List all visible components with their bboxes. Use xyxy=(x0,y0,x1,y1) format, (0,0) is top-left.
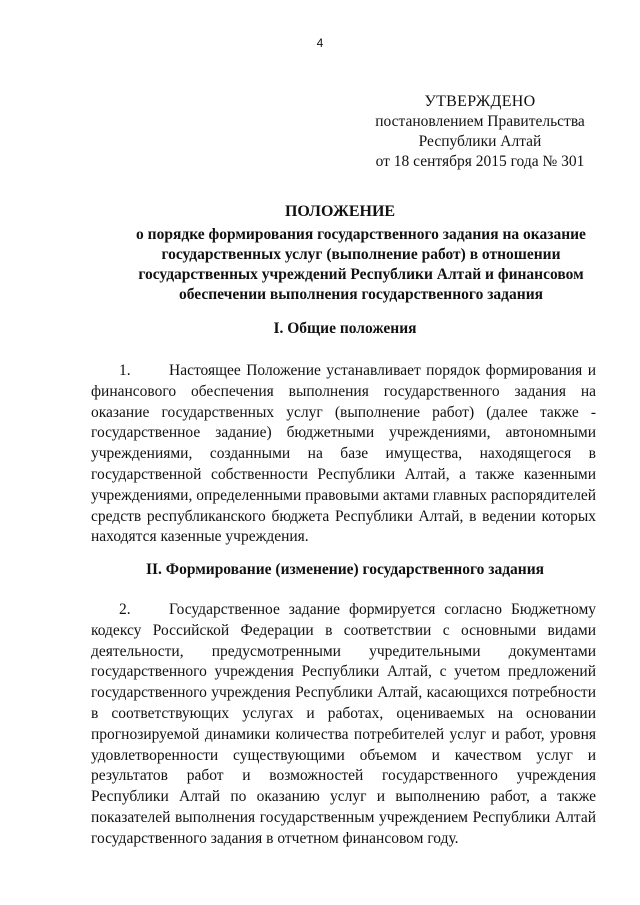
paragraph-number: 1. xyxy=(119,362,131,379)
page-number: 4 xyxy=(316,36,324,50)
paragraph-text: Государственное задание формируется согласно Бюджетному кодексу Российской Федерации в соответствии с основными видами деятельности, предусмотренными учредительными документами государственного учреждения Республики Алтай, с учетом предложений государственного учреждения Республики Алтай, касающихся потребности в соответствующих услугах и работах, оцениваемых на основании прогнозируемой динамики количества потребителей услуг и работ, уровня удовлетворенности существующими объемом и качеством услуг и результатов работ и возможностей государственного учреждения Республики Алтай по оказанию услуг и выполнению работ, а также показателей выполнения государственным учреждением Республики Алтай государственного задания в отчетном финансовом году. xyxy=(91,601,596,847)
approval-line-1: постановлением Правительства xyxy=(375,113,585,130)
section-heading-1: I. Общие положения xyxy=(273,320,417,337)
document-title: ПОЛОЖЕНИЕ xyxy=(284,203,396,220)
paragraph-2 xyxy=(91,600,596,850)
approval-stamp xyxy=(360,92,600,172)
paragraph-1 xyxy=(91,361,596,548)
section-heading-2: II. Формирование (изменение) государственного задания xyxy=(145,561,545,578)
approval-line-2: Республики Алтай xyxy=(418,133,542,150)
paragraph-number: 2. xyxy=(119,601,131,618)
document-subtitle: о порядке формирования государственного задания на оказание государственных услуг (выполнение работ) в отношении государственных учреждений Республики Алтай и финансовом обеспечении выполнения государственного задания xyxy=(136,226,586,303)
paragraph-text: Настоящее Положение устанавливает порядок формирования и финансового обеспечения выполнения государственного задания на оказание государственных услуг (выполнение работ) (далее также - государственное задание) бюджетными учреждениями, автономными учреждениями, созданными на базе имущества, находящегося в государственной собственности Республики Алтай, а также казенными учреждениями, определенными правовыми актами главных распорядителей средств республиканского бюджета Республики Алтай, в ведении которых находятся казенные учреждения. xyxy=(91,362,596,546)
approval-line-3: от 18 сентября 2015 года № 301 xyxy=(375,153,585,170)
approval-status: УТВЕРЖДЕНО xyxy=(424,93,536,110)
